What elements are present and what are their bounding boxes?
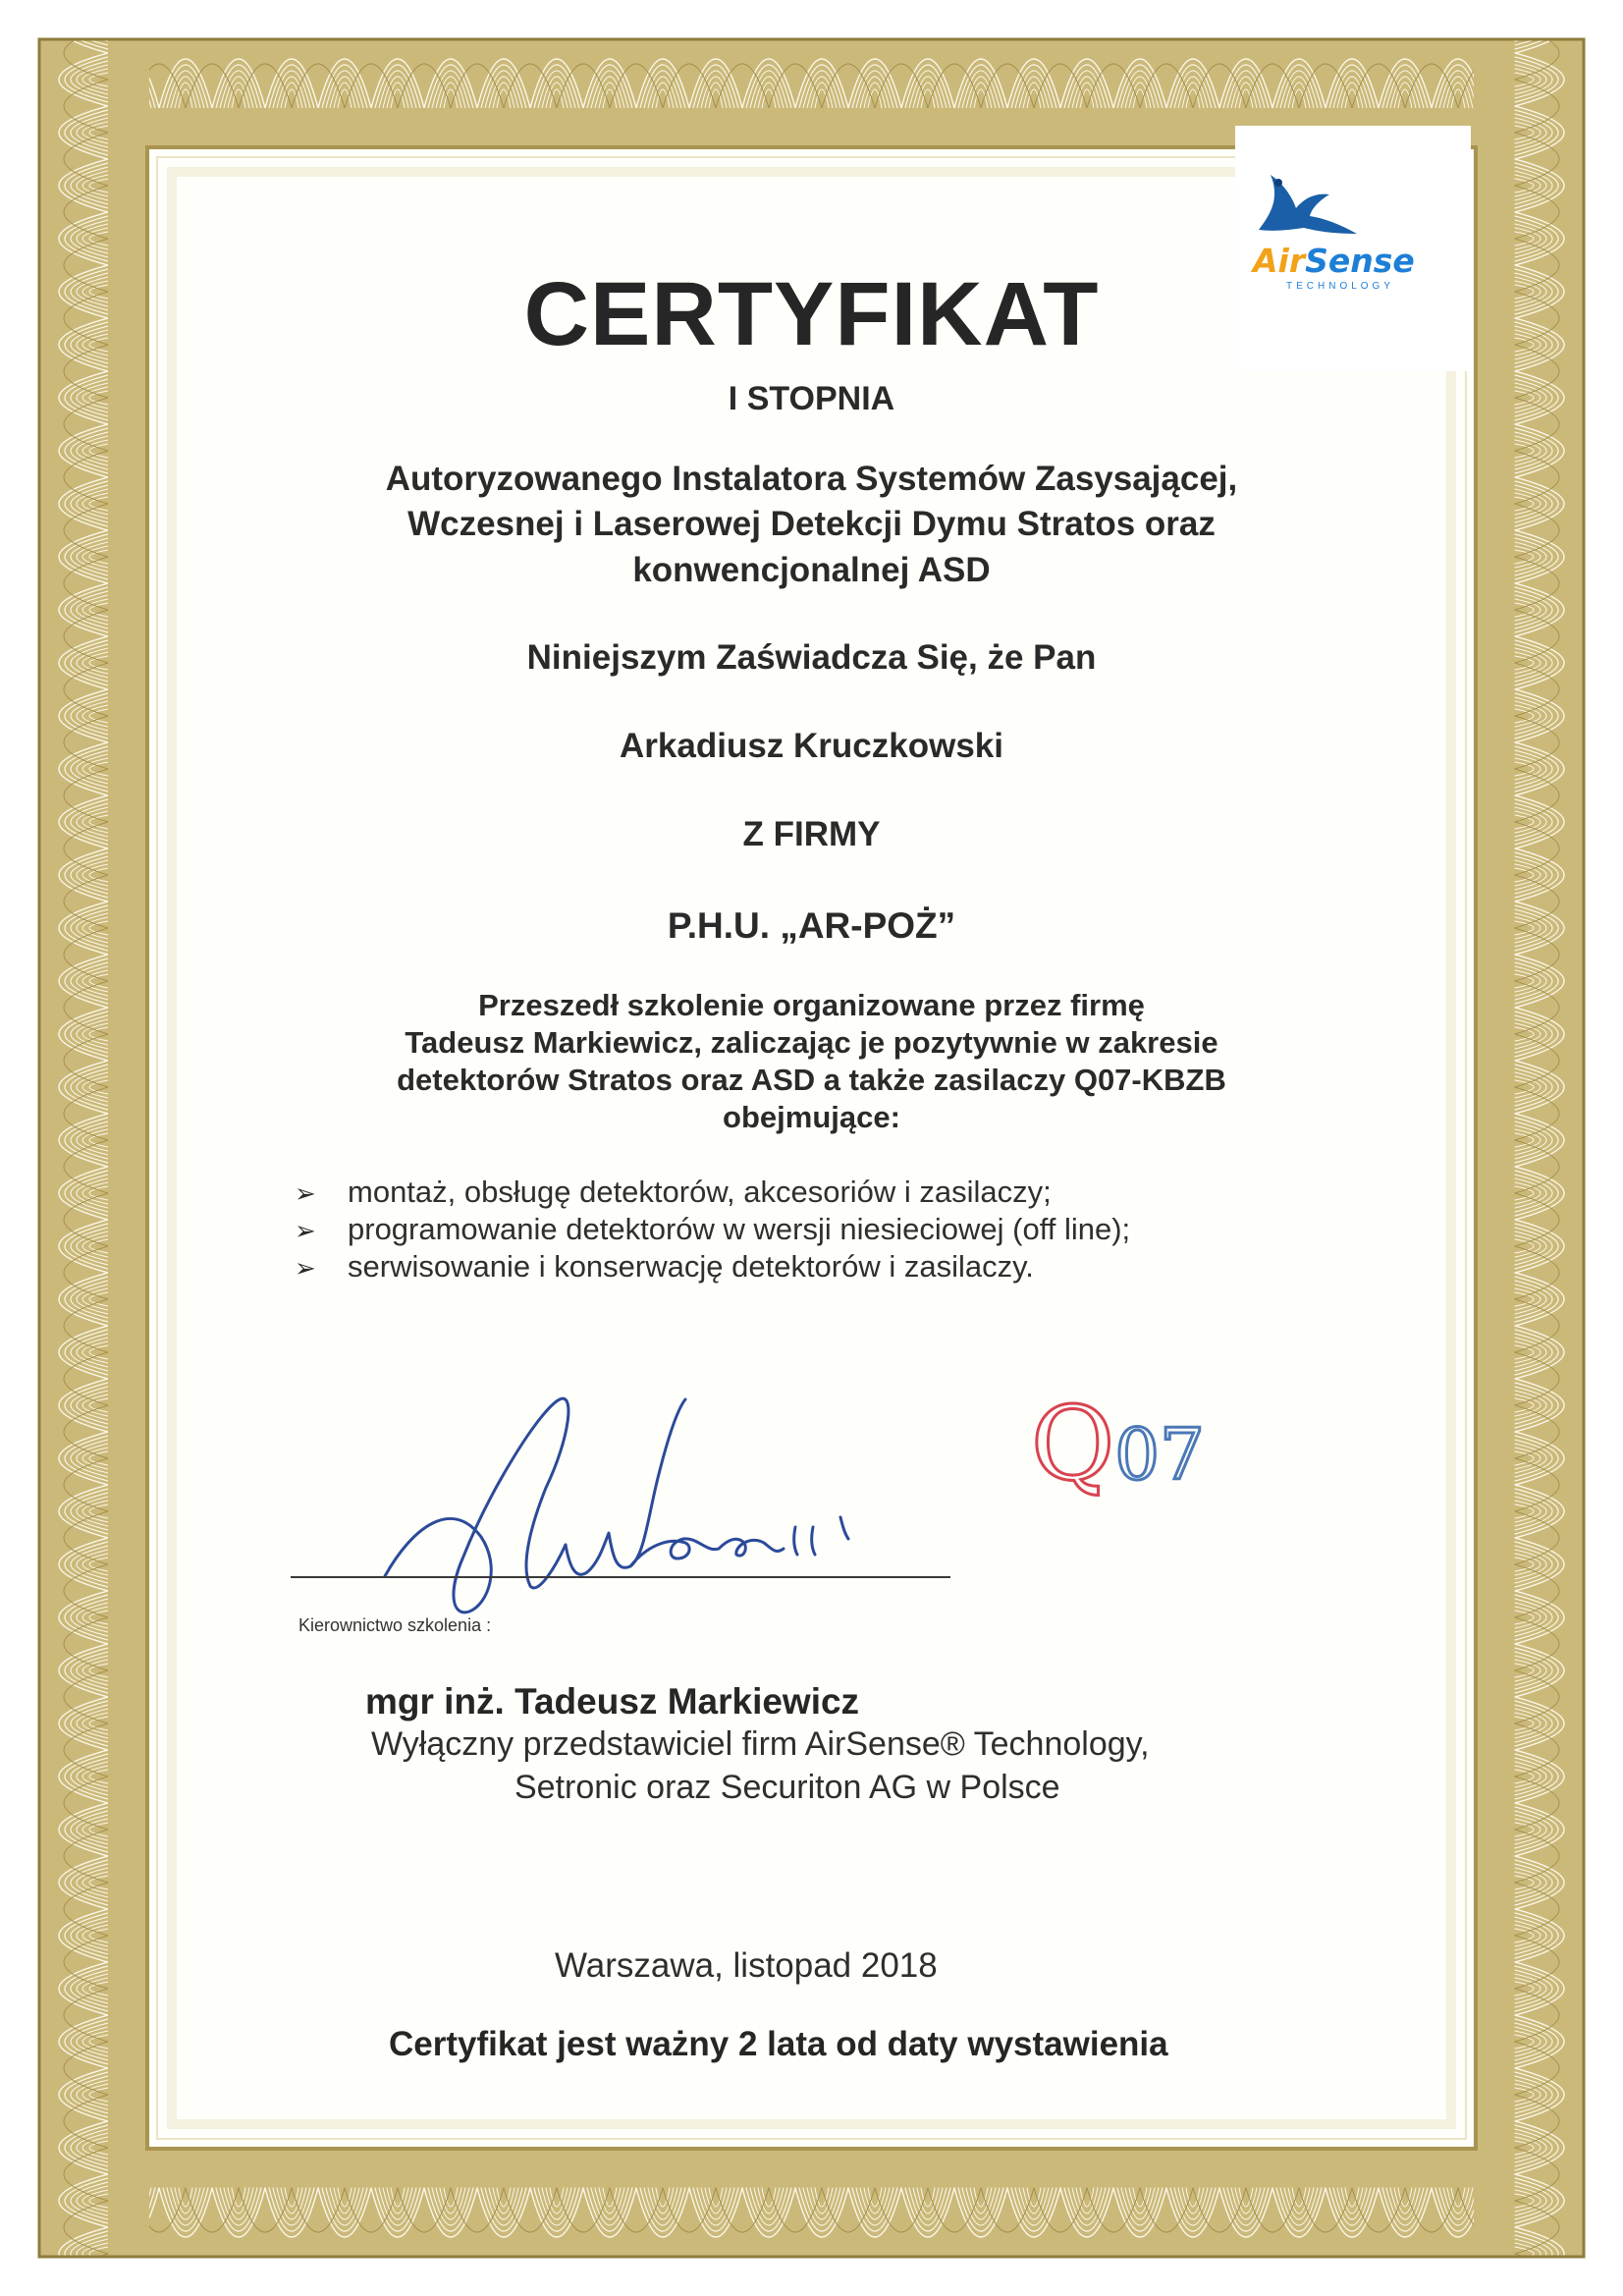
q07-logo-text: Q07 [1031, 1393, 1205, 1501]
logo-wordmark: AirSense [1253, 242, 1415, 280]
certificate-level: I STOPNIA [728, 380, 895, 417]
arrow-bullet-icon: ➢ [295, 1178, 316, 1208]
company-name: P.H.U. „AR-POŻ” [667, 905, 956, 946]
subject-line: Autoryzowanego Instalatora Systemów Zasysającej, [385, 460, 1238, 498]
from-company-label: Z FIRMY [742, 815, 881, 853]
subject-line: Wczesnej i Laserowej Detekcji Dymu Stratos oraz [407, 505, 1216, 543]
signature-line [291, 1576, 950, 1578]
signatory-role: Setronic oraz Securiton AG w Polsce [514, 1769, 1060, 1806]
place-date: Warszawa, listopad 2018 [555, 1946, 938, 1985]
signatory-name: mgr inż. Tadeusz Markiewicz [365, 1681, 860, 1722]
signatory-role: Wyłączny przedstawiciel firm AirSense® Technology, [371, 1725, 1150, 1763]
training-line: Przeszedł szkolenie organizowane przez firmę [478, 988, 1145, 1022]
certificate-title: CERTYFIKAT [523, 264, 1100, 364]
signature-label: Kierownictwo szkolenia : [298, 1615, 492, 1635]
statement: Niniejszym Zaświadcza Się, że Pan [526, 638, 1097, 677]
training-line: Tadeusz Markiewicz, zaliczając je pozytywnie w zakresie [405, 1025, 1218, 1060]
eagle-icon [1249, 169, 1367, 247]
arrow-bullet-icon: ➢ [295, 1253, 316, 1283]
certificate-page: AirSense TECHNOLOGY CERTYFIKAT I STOPNIA Autoryzowanego Instalatora Systemów Zasysającej, Wczesnej i Laserowej Detekcji Dymu Stratos oraz konwencjonalnej ASD Niniejszym Zaświadcza Się, że Pan Arkadiusz Kruczkowski Z FIRMY P.H.U. „AR-POŻ” Przeszedł szkolenie organizowane przez firmę Tadeusz Markiewicz, zaliczając je pozytywnie w zakresie detektorów Stratos oraz ASD a także zasilaczy Q07-KBZB obejmujące: ➢ montaż, obsługę detektorów, akcesoriów i zasilaczy; ➢ programowanie detektorów w wersji niesieciowej (off line); ➢ serwisowanie i konserwację detektorów i zasilaczy. Kierownictwo szkolenia : Q07 mgr inż. Tadeusz Markiewicz Wyłączny przedstawiciel firm AirSense® Technology, Setronic oraz Securiton AG w Polsce Warszawa, listopad 2018 Certyfikat jest ważny 2 lata od daty wystawienia [0, 0, 1623, 2296]
training-line: detektorów Stratos oraz ASD a także zasilaczy Q07-KBZB [397, 1063, 1226, 1097]
logo-tagline: TECHNOLOGY [1286, 281, 1395, 292]
validity-note: Certyfikat jest ważny 2 lata od daty wystawienia [389, 2025, 1168, 2063]
training-line: obejmujące: [723, 1100, 900, 1134]
handwritten-signature [373, 1370, 884, 1625]
person-name: Arkadiusz Kruczkowski [620, 727, 1003, 765]
arrow-bullet-icon: ➢ [295, 1216, 316, 1245]
subject-line: konwencjonalnej ASD [632, 551, 991, 589]
q07-logo [1031, 1393, 1267, 1501]
